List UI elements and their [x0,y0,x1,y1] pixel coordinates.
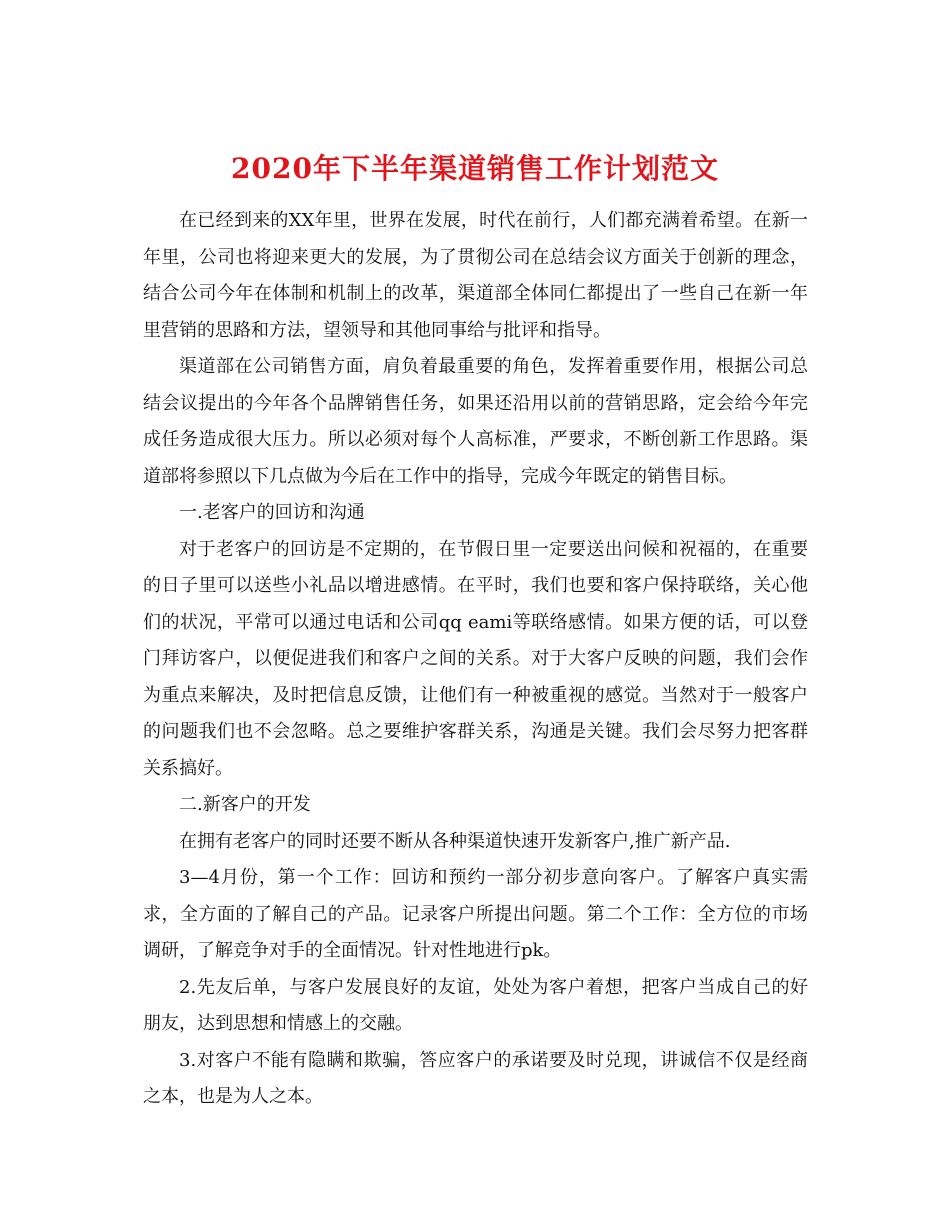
paragraph-new-clients: 在拥有老客户的同时还要不断从各种渠道快速开发新客户,推广新产品. [179,830,731,852]
section-heading-old-clients: 一.老客户的回访和沟通 [179,502,365,523]
paragraph-role: 渠道部在公司销售方面，肩负着最重要的角色，发挥着重要作用，根据公司总结会议提出的今年各个品牌销售任务，如果还沿用以前的营销思路，定会给今年完成任务造成很大压力。所以必须对每个人高标准，严要求，不断创新工作思路。渠道部将参照以下几点做为今后在工作中的指导，完成今年既定的销售目标。 [143,356,808,487]
document-body [143,203,808,1116]
paragraph-intro: 在已经到来的XX年里，世界在发展，时代在前行，人们都充满着希望。在新一年里，公司也将迎来更大的发展，为了贯彻公司在总结会议方面关于创新的理念，结合公司今年在体制和机制上的改革，渠道部全体同仁都提出了一些自己在新一年里营销的思路和方法，望领导和其他同事给与批评和指导。 [143,210,808,341]
paragraph-march-april: 3—4月份，第一个工作：回访和预约一部分初步意向客户。了解客户真实需求，全方面的了解自己的产品。记录客户所提出问题。第二个工作：全方位的市场调研，了解竞争对手的全面情况。针对性地进行pk。 [143,867,808,961]
paragraph-point-2: 2.先友后单，与客户发展良好的友谊，处处为客户着想，把客户当成自己的好朋友，达到思想和情感上的交融。 [143,976,808,1034]
document-title: 2020年下半年渠道销售工作计划范文 [231,151,719,185]
paragraph-point-3: 3.对客户不能有隐瞒和欺骗，答应客户的承诺要及时兑现，讲诚信不仅是经商之本，也是为人之本。 [143,1049,808,1107]
section-heading-new-clients: 二.新客户的开发 [179,794,311,815]
paragraph-old-clients: 对于老客户的回访是不定期的，在节假日里一定要送出问候和祝福的，在重要的日子里可以送些小礼品以增进感情。在平时，我们也要和客户保持联络，关心他们的状况，平常可以通过电话和公司qq eami等联络感情。如果方便的话，可以登门拜访客户，以便促进我们和客户之间的关系。对于大客户反映的问题，我们会作为重点来解决，及时把信息反馈，让他们有一种被重视的感觉。当然对于一般客户的问题我们也不会忽略。总之要维护客群关系，沟通是关键。我们会尽努力把客群关系搞好。 [143,538,808,779]
